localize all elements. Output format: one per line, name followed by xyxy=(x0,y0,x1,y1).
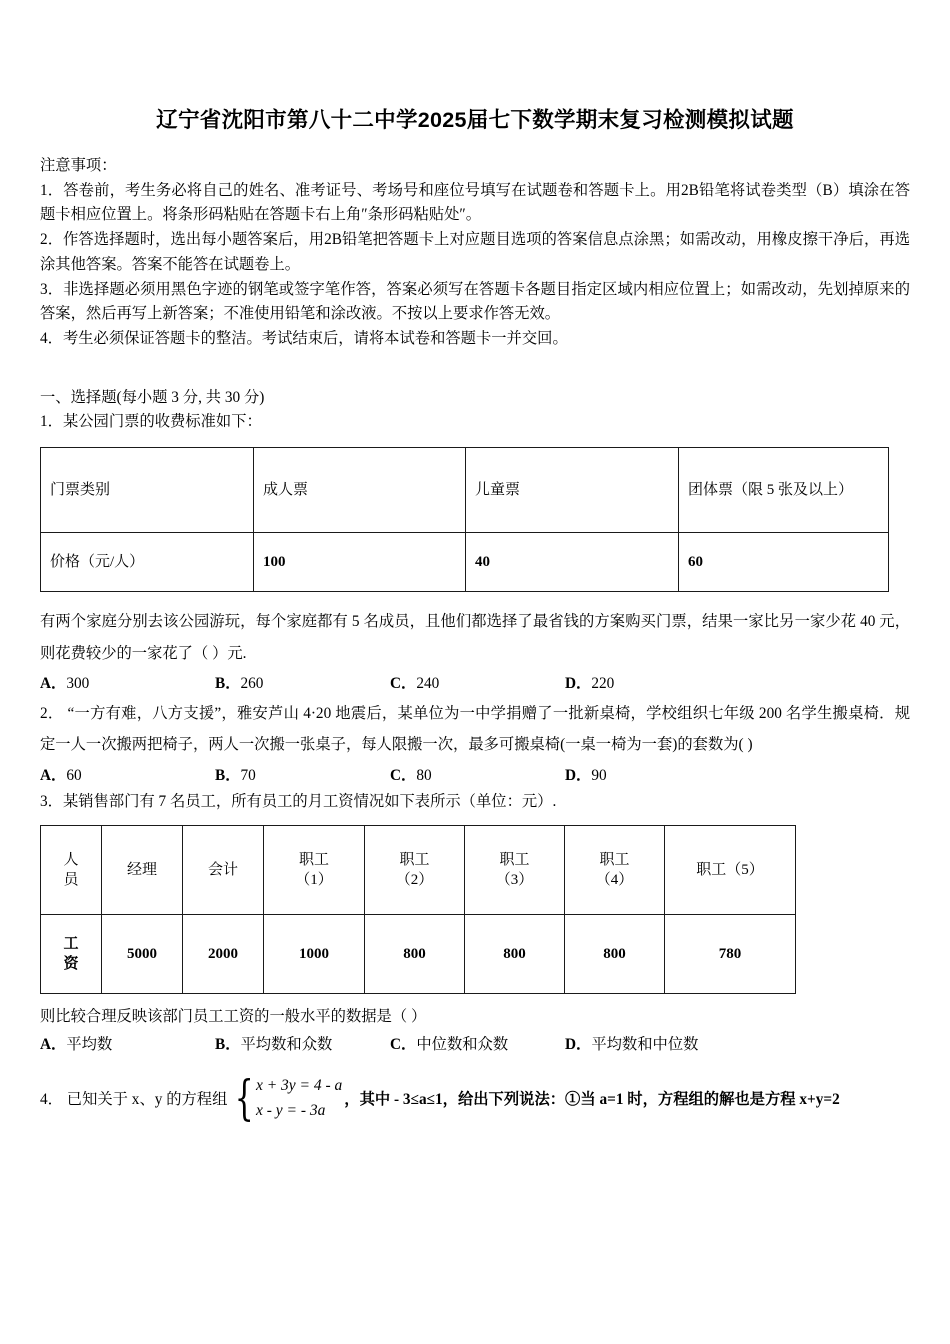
header-line2: （3） xyxy=(495,872,534,889)
salary-header-accountant xyxy=(183,826,264,915)
option-2-d[interactable] xyxy=(565,761,607,790)
option-text: 240 xyxy=(416,674,440,692)
person-label-line1: 人 xyxy=(63,852,79,869)
notice-item-1: 1．答卷前，考生务必将自己的姓名、准考证号、考场号和座位号填写在试题卷和答题卡上。用2B铅笔将试卷类型（B）填涂在答题卡相应位置上。将条形码粘贴在答题卡右上角″条形码粘贴处″。 xyxy=(40,181,910,224)
option-label: B． xyxy=(215,766,241,784)
ticket-price-table xyxy=(40,447,889,592)
notice-item-4: 4．考生必须保证答题卡的整洁。考试结束后，请将本试卷和答题卡一并交回。 xyxy=(40,330,568,348)
option-text: 中位数和众数 xyxy=(416,1036,509,1054)
salary-value-staff-1: 1000 xyxy=(264,915,365,994)
salary-header-person xyxy=(41,826,102,915)
salary-value-staff-2: 800 xyxy=(365,915,465,994)
salary-value-staff-4: 800 xyxy=(565,915,665,994)
question-4-post-text: ，其中 - 3≤a≤1，给出下列说法：①当 a=1 时，方程组的解也是方程 x+y=2 xyxy=(344,1091,840,1109)
question-1-stem xyxy=(40,410,910,435)
option-text: 平均数和众数 xyxy=(240,1036,333,1054)
question-3-body: 则比较合理反映该部门员工工资的一般水平的数据是（ ） xyxy=(40,1008,427,1026)
option-label: C． xyxy=(390,674,417,692)
question-1-number: 1． xyxy=(40,413,63,431)
salary-value-staff-5: 780 xyxy=(665,915,796,994)
header-line2: （1） xyxy=(295,872,333,889)
salary-header-staff-2 xyxy=(365,826,465,915)
question-3-stem-text: 某销售部门有 7 名员工，所有员工的月工资情况如下表所示（单位：元）. xyxy=(62,792,557,810)
salary-row-label xyxy=(41,915,102,994)
table-row xyxy=(41,915,796,994)
option-label: C． xyxy=(390,766,417,784)
notice-section xyxy=(40,154,910,352)
salary-header-staff-1 xyxy=(264,826,365,915)
table-row xyxy=(41,448,889,533)
ticket-price-adult: 100 xyxy=(254,533,466,592)
option-1-b[interactable] xyxy=(215,669,390,698)
option-text: 平均数和中位数 xyxy=(591,1036,699,1054)
ticket-price-child: 40 xyxy=(466,533,679,592)
option-2-a[interactable] xyxy=(40,761,215,790)
option-text: 220 xyxy=(591,674,615,692)
salary-value-accountant: 2000 xyxy=(183,915,264,994)
header-line1: 职工 xyxy=(399,852,430,869)
option-1-d[interactable] xyxy=(565,669,614,698)
option-text: 80 xyxy=(416,766,432,784)
equation-system xyxy=(229,1070,343,1127)
salary-header-staff-5 xyxy=(665,826,796,915)
question-3-number: 3． xyxy=(40,792,63,810)
option-text: 60 xyxy=(66,766,82,784)
salary-header-staff-3 xyxy=(465,826,565,915)
option-text: 90 xyxy=(591,766,607,784)
ticket-price-group: 60 xyxy=(679,533,889,592)
question-3-options xyxy=(40,1030,910,1059)
option-label: A． xyxy=(40,674,67,692)
question-1-body: 有两个家庭分别去该公园游玩，每个家庭都有 5 名成员，且他们都选择了最省钱的方案购买门票，结果一家比另一家少花 40 元，则花费较少的一家花了（ ）元. xyxy=(40,613,910,662)
notice-item-2: 2．作答选择题时，选出每小题答案后，用2B铅笔把答题卡上对应题目选项的答案信息点涂黑；如需改动，用橡皮擦干净后，再选涂其他答案。答案不能答在试题卷上。 xyxy=(40,231,910,273)
ticket-header-type: 门票类别 xyxy=(41,448,254,533)
option-label: A． xyxy=(40,1036,67,1054)
option-label: D． xyxy=(565,1036,592,1054)
ticket-header-group: 团体票（限 5 张及以上） xyxy=(679,448,889,533)
question-2-text: “一方有难，八方支援”，雅安芦山 4·20 地震后，某单位为一中学捐赠了一批新桌椅，学校组织七年级 200 名学生搬桌椅．规定一人一次搬两把椅子，两人一次搬一张桌子，每人限搬一次，最多可搬桌椅(一桌一椅为一套)的套数为( ) xyxy=(40,704,910,754)
option-3-c[interactable] xyxy=(390,1030,565,1059)
salary-table xyxy=(40,825,796,994)
option-text: 300 xyxy=(66,674,90,692)
header-line1: 职工 xyxy=(599,852,630,869)
table-row xyxy=(41,826,796,915)
option-1-c[interactable] xyxy=(390,669,565,698)
page-title: 辽宁省沈阳市第八十二中学2025届七下数学期末复习检测模拟试题 xyxy=(156,108,794,132)
salary-header-manager xyxy=(102,826,183,915)
salary-label-line1: 工 xyxy=(63,936,79,953)
salary-label-line2: 资 xyxy=(63,956,79,973)
header-line2: （2） xyxy=(395,872,434,889)
option-text: 260 xyxy=(240,674,264,692)
salary-value-manager: 5000 xyxy=(102,915,183,994)
option-3-d[interactable] xyxy=(565,1030,698,1059)
header-line1: 职工（5） xyxy=(696,862,764,879)
header-line2: （4） xyxy=(595,872,634,889)
table-row xyxy=(41,533,889,592)
question-4-number: 4． xyxy=(40,1091,63,1109)
option-label: B． xyxy=(215,1036,241,1054)
header-line1: 经理 xyxy=(126,862,157,879)
question-4 xyxy=(40,1070,910,1127)
option-text: 平均数 xyxy=(66,1036,113,1054)
ticket-header-adult: 成人票 xyxy=(254,448,466,533)
ticket-header-child: 儿童票 xyxy=(466,448,679,533)
option-label: D． xyxy=(565,674,592,692)
option-2-b[interactable] xyxy=(215,761,390,790)
header-line1: 职工 xyxy=(499,852,530,869)
option-label: D． xyxy=(565,766,592,784)
notice-item-3: 3．非选择题必须用黑色字迹的钢笔或签字笔作答，答案必须写在答题卡各题目指定区域内相应位置上；如需改动，先划掉原来的答案，然后再写上新答案；不准使用铅笔和涂改液。不按以上要求作答无效。 xyxy=(40,280,910,323)
option-label: B． xyxy=(215,674,241,692)
question-1-stem-text: 某公园门票的收费标准如下： xyxy=(62,413,262,431)
question-2-options xyxy=(40,761,910,790)
section-heading-choice: 一、选择题(每小题 3 分, 共 30 分) xyxy=(40,388,265,406)
question-1-options xyxy=(40,669,910,698)
salary-header-staff-4 xyxy=(565,826,665,915)
salary-value-staff-3: 800 xyxy=(465,915,565,994)
option-label: A． xyxy=(40,766,67,784)
option-label: C． xyxy=(390,1036,417,1054)
option-3-a[interactable] xyxy=(40,1030,215,1059)
option-1-a[interactable] xyxy=(40,669,215,698)
equation-lines xyxy=(256,1074,342,1124)
ticket-price-label: 价格（元/人） xyxy=(41,533,254,592)
equation-line-1: x + 3y = 4 - a xyxy=(255,1077,343,1095)
option-2-c[interactable] xyxy=(390,761,565,790)
brace-icon: { xyxy=(235,1070,255,1127)
question-3-stem xyxy=(40,790,910,815)
person-label-line2: 员 xyxy=(63,872,79,889)
question-2-body xyxy=(40,698,910,761)
notice-heading: 注意事项： xyxy=(40,156,117,174)
option-text: 70 xyxy=(240,766,256,784)
equation-line-2: x - y = - 3a xyxy=(255,1102,326,1120)
question-2-number: 2． xyxy=(40,704,64,722)
question-4-pre-text: 已知关于 x、y 的方程组 xyxy=(66,1091,228,1109)
header-line1: 会计 xyxy=(207,862,238,879)
header-line1: 职工 xyxy=(298,852,329,869)
option-3-b[interactable] xyxy=(215,1030,390,1059)
